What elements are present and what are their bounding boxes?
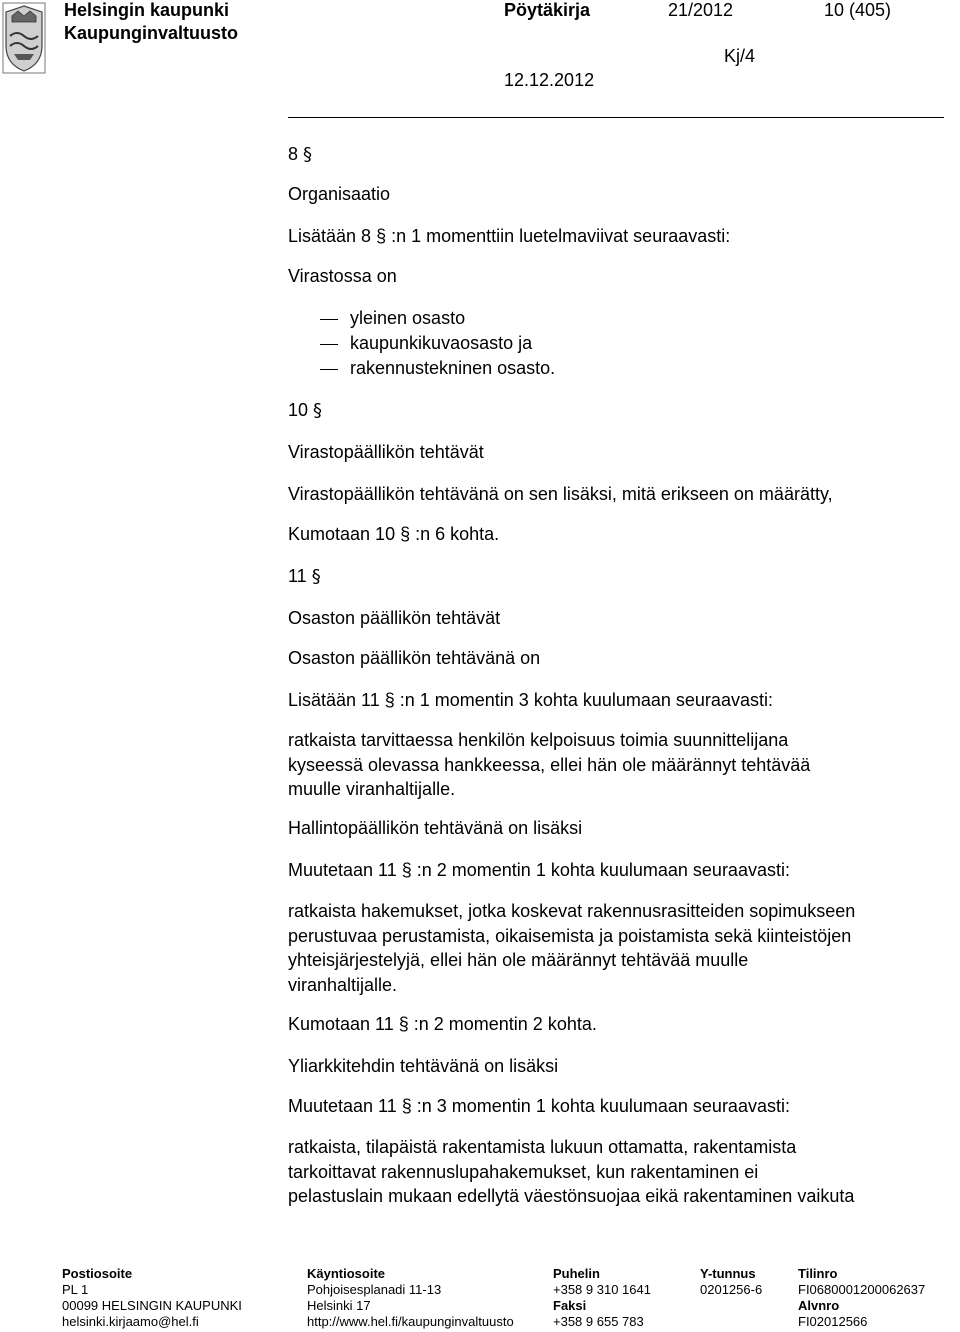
org-unit: Kaupunginvaltuusto xyxy=(64,23,238,43)
paragraph-2: ratkaista hakemukset, jotka koskevat rakennusrasitteiden sopimukseen perustuvaa perustamista, oikaisemista ja poistamista sekä kiinteistöjen yhteisjärjestelyjä, ellei hän ole määrännyt tehtävää muulle viranhaltijalle. xyxy=(288,901,856,995)
section-10-line2: Kumotaan 10 § :n 6 kohta. xyxy=(288,524,500,544)
footer-visit-line: Helsinki 17 xyxy=(307,1298,371,1313)
footer-fax-heading: Faksi xyxy=(553,1298,587,1313)
section-10-title: Virastopäällikön tehtävät xyxy=(288,442,484,462)
footer-postal-heading: Postiosoite xyxy=(62,1266,133,1281)
kumotaan-11-line: Kumotaan 11 § :n 2 momentin 2 kohta. xyxy=(288,1014,597,1034)
section-11-heading: 11 § xyxy=(288,566,321,587)
section-11-title: Osaston päällikön tehtävät xyxy=(288,608,501,628)
helsinki-crest-icon xyxy=(2,2,46,74)
item-code: Kj/4 xyxy=(724,46,756,66)
footer-postal-line: 00099 HELSINGIN KAUPUNKI xyxy=(62,1298,242,1313)
dash-icon xyxy=(320,344,338,345)
section-10-heading: 10 § xyxy=(288,400,323,421)
section-11-line1: Osaston päällikön tehtävänä on xyxy=(288,648,541,668)
muutetaan-3-line: Muutetaan 11 § :n 3 momentin 1 kohta kuulumaan seuraavasti: xyxy=(288,1096,790,1116)
footer-account: FI0680001200062637 xyxy=(798,1282,926,1297)
document-date: 12.12.2012 xyxy=(504,70,595,90)
org-name: Helsingin kaupunki xyxy=(64,0,230,20)
hallinto-line: Hallintopäällikön tehtävänä on lisäksi xyxy=(288,818,583,838)
footer-visit-line: Pohjoisesplanadi 11-13 xyxy=(307,1282,442,1297)
section-8-line2: Virastossa on xyxy=(288,266,397,286)
document-type: Pöytäkirja xyxy=(504,0,591,20)
document-number: 21/2012 xyxy=(668,0,734,20)
footer-website-link[interactable]: http://www.hel.fi/kaupunginvaltuusto xyxy=(307,1314,514,1329)
page-number: 10 (405) xyxy=(824,0,892,20)
footer-business-id-heading: Y-tunnus xyxy=(700,1266,756,1281)
paragraph-3: ratkaista, tilapäistä rakentamista lukuun ottamatta, rakentamista tarkoittavat rakennuslupahakemukset, kun rakentaminen ei pelastuslain mukaan edellytä väestönsuojaa eikä rakentaminen vaikuta xyxy=(288,1137,855,1206)
footer-postal-line: PL 1 xyxy=(62,1282,89,1297)
footer-visit-heading: Käyntiosoite xyxy=(307,1266,386,1281)
list-item: rakennustekninen osasto. xyxy=(320,356,555,380)
dash-icon xyxy=(320,319,338,320)
list-item: kaupunkikuvaosasto ja xyxy=(320,331,532,355)
footer-phone-heading: Puhelin xyxy=(553,1266,600,1281)
footer-email[interactable]: helsinki.kirjaamo@hel.fi xyxy=(62,1314,199,1329)
footer-account-heading: Tilinro xyxy=(798,1266,838,1281)
list-item: yleinen osasto xyxy=(320,306,465,330)
dash-icon xyxy=(320,369,338,370)
footer-fax: +358 9 655 783 xyxy=(553,1314,644,1329)
footer-business-id: 0201256-6 xyxy=(700,1282,763,1297)
section-8-title: Organisaatio xyxy=(288,184,391,204)
section-10-line1: Virastopäällikön tehtävänä on sen lisäksi, mitä erikseen on määrätty, xyxy=(288,484,833,504)
section-11-line2: Lisätään 11 § :n 1 momentin 3 kohta kuulumaan seuraavasti: xyxy=(288,690,773,710)
section-8-heading: 8 § xyxy=(288,144,313,165)
footer-vat-heading: Alvnro xyxy=(798,1298,840,1313)
muutetaan-2-line: Muutetaan 11 § :n 2 momentin 1 kohta kuulumaan seuraavasti: xyxy=(288,860,790,880)
section-8-line1: Lisätään 8 § :n 1 momenttiin luetelmaviivat seuraavasti: xyxy=(288,226,731,246)
footer-vat: FI02012566 xyxy=(798,1314,868,1329)
footer-phone: +358 9 310 1641 xyxy=(553,1282,651,1297)
header-divider xyxy=(288,117,944,118)
yliarkkitehti-line: Yliarkkitehdin tehtävänä on lisäksi xyxy=(288,1056,559,1076)
paragraph-1: ratkaista tarvittaessa henkilön kelpoisuus toimia suunnittelijana kyseessä olevassa hankkeessa, ellei hän ole määrännyt tehtävää muulle viranhaltijalle. xyxy=(288,730,811,799)
